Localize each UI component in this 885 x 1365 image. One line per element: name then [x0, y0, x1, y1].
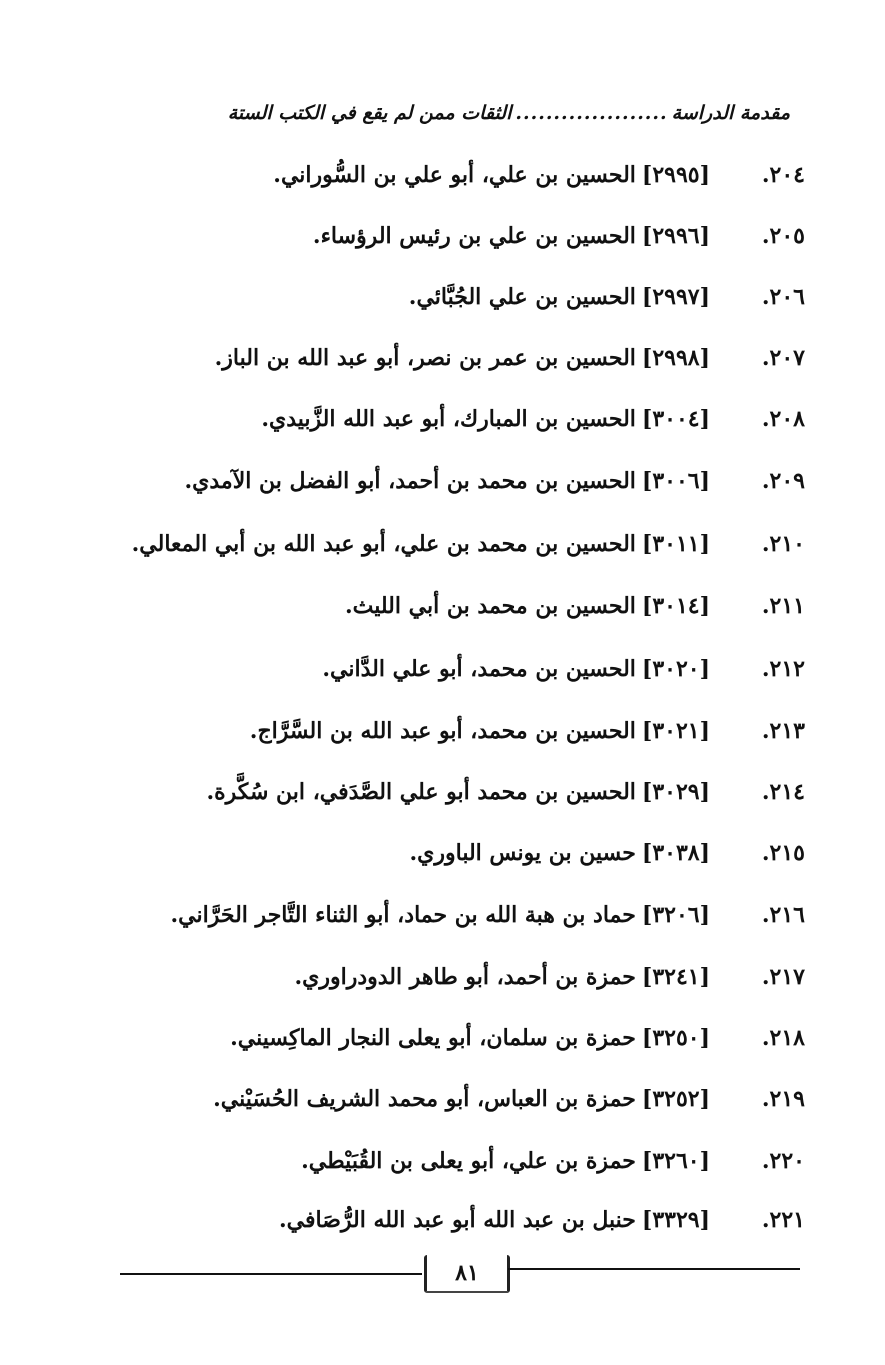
list-item — [273, 153, 805, 197]
entry-number: ٢١٤. — [761, 779, 805, 805]
entry-reference: [٣٢٤١] — [641, 964, 710, 990]
entry-reference: [٣٠٣٨] — [641, 840, 710, 866]
footer-rule-right — [508, 1268, 800, 1270]
entry-reference: [٢٩٩٧] — [641, 284, 710, 310]
list-item — [215, 336, 805, 380]
entry-name: الحسين بن علي الجُبَّائي. — [408, 284, 636, 310]
entry-number: ٢١٧. — [761, 964, 805, 990]
entry-name: الحسين بن عمر بن نصر، أبو عبد الله بن الباز. — [214, 345, 636, 371]
entry-name: الحسين بن علي بن رئيس الرؤساء. — [312, 223, 636, 249]
entry-number: ٢١١. — [761, 593, 805, 619]
entry-reference: [٣٠٢١] — [641, 718, 710, 744]
entry-name: حمزة بن العباس، أبو محمد الشريف الحُسَيْني. — [213, 1086, 636, 1112]
list-item — [294, 955, 805, 999]
entry-number: ٢٠٤. — [761, 162, 805, 188]
page-number: ٨١ — [424, 1255, 510, 1293]
entry-name: حسين بن يونس الباوري. — [409, 840, 636, 866]
entry-reference: [٣٠٢٩] — [641, 779, 710, 805]
entry-reference: [٣٢٥٠] — [641, 1025, 710, 1051]
list-item — [279, 1198, 805, 1242]
entry-number: ٢١٠. — [761, 531, 805, 557]
entry-name: الحسين بن محمد بن أحمد، أبو الفضل بن الآمدي. — [184, 468, 636, 494]
entry-number: ٢١٥. — [761, 840, 805, 866]
entry-number: ٢٠٩. — [761, 468, 805, 494]
list-item — [313, 214, 805, 258]
entry-name: الحسين بن محمد، أبو عبد الله بن السَّرَّاج. — [249, 718, 636, 744]
entry-reference: [٢٩٩٨] — [641, 345, 710, 371]
list-item — [322, 647, 805, 691]
entry-number: ٢٢٠. — [761, 1148, 805, 1174]
list-item — [171, 893, 805, 937]
entry-number: ٢١٣. — [761, 718, 805, 744]
entry-number: ٢١٢. — [761, 656, 805, 682]
entry-number: ٢١٩. — [761, 1086, 805, 1112]
entry-name: حمزة بن أحمد، أبو طاهر الدودراوري. — [294, 964, 636, 990]
list-item — [250, 709, 805, 753]
entry-number: ٢٢١. — [761, 1207, 805, 1233]
footer-rule-left — [120, 1273, 422, 1275]
list-item — [345, 584, 805, 628]
entry-number: ٢١٦. — [761, 902, 805, 928]
list-item — [206, 770, 805, 814]
list-item — [301, 1139, 805, 1183]
header-dot-leader: .................... — [515, 102, 668, 124]
entry-number: ٢٠٥. — [761, 223, 805, 249]
list-item — [409, 275, 805, 319]
entry-name: الحسين بن محمد أبو علي الصَّدَفي، ابن سُكَّرة. — [206, 779, 636, 805]
entry-reference: [٢٩٩٦] — [641, 223, 710, 249]
entry-reference: [٢٩٩٥] — [641, 162, 710, 188]
entry-number: ٢٠٧. — [761, 345, 805, 371]
entry-name: الحسين بن علي، أبو علي بن السُّوراني. — [273, 162, 636, 188]
page-footer — [120, 1255, 800, 1295]
header-section-title: مقدمة الدراسة — [671, 102, 790, 124]
list-item — [409, 831, 805, 875]
entry-number: ٢٠٦. — [761, 284, 805, 310]
entry-reference: [٣٣٢٩] — [641, 1207, 710, 1233]
list-item — [213, 1077, 805, 1121]
entry-reference: [٣٠١١] — [641, 531, 710, 557]
entry-name: حنبل بن عبد الله أبو عبد الله الرُّصَافي. — [279, 1207, 636, 1233]
entry-name: الحسين بن محمد بن أبي الليث. — [345, 593, 636, 619]
entry-name: الحسين بن محمد بن علي، أبو عبد الله بن أبي المعالي. — [131, 531, 636, 557]
list-item — [230, 1016, 805, 1060]
header-topic-title: الثقات ممن لم يقع في الكتب الستة — [227, 102, 512, 124]
entry-reference: [٣٢٥٢] — [641, 1086, 710, 1112]
list-item — [132, 522, 805, 566]
entry-name: حمزة بن علي، أبو يعلى بن القُبَيْطي. — [301, 1148, 636, 1174]
entry-reference: [٣٠٢٠] — [641, 656, 710, 682]
entry-name: حماد بن هبة الله بن حماد، أبو الثناء التَّاجر الحَرَّاني. — [170, 902, 636, 928]
entry-reference: [٣٢٠٦] — [641, 902, 710, 928]
entry-name: حمزة بن سلمان، أبو يعلى النجار الماكِسيني. — [230, 1025, 636, 1051]
entry-reference: [٣٠٠٦] — [641, 468, 710, 494]
entry-reference: [٣٠١٤] — [641, 593, 710, 619]
entry-name: الحسين بن محمد، أبو علي الدَّاني. — [322, 656, 636, 682]
running-header — [130, 96, 790, 130]
entry-number: ٢٠٨. — [761, 406, 805, 432]
list-item — [261, 397, 805, 441]
list-item — [184, 459, 805, 503]
entry-name: الحسين بن المبارك، أبو عبد الله الزَّبيدي. — [261, 406, 636, 432]
entry-reference: [٣٢٦٠] — [641, 1148, 710, 1174]
entry-number: ٢١٨. — [761, 1025, 805, 1051]
entry-reference: [٣٠٠٤] — [641, 406, 710, 432]
